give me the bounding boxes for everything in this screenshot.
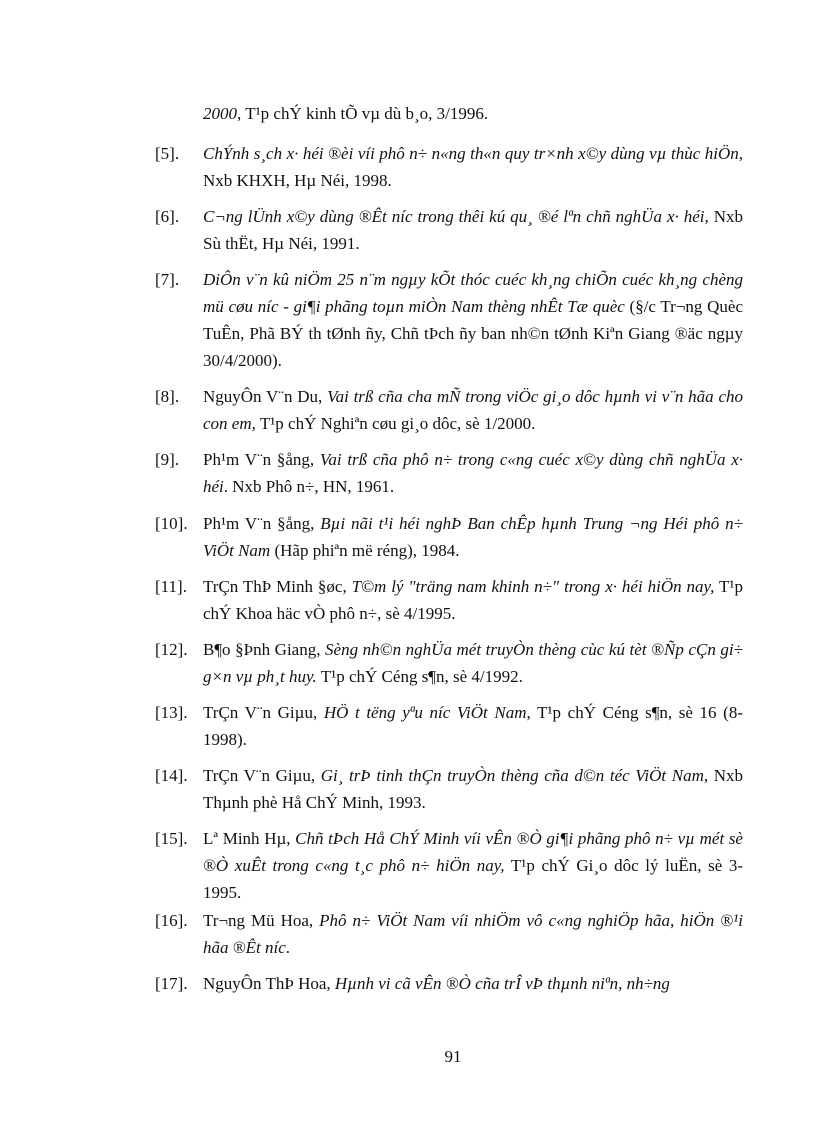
- reference-text: TrÇn V¨n Giµu, Gi¸ trÞ tinh thÇn truyÒn thèng cña d©n téc ViÖt Nam, Nxb Thµnh phè Hå ChÝ Minh, 1993.: [203, 766, 744, 812]
- reference-number: [13].: [155, 703, 188, 722]
- reference-text: Ph¹m V¨n §ång, Vai trß cña phô n÷ trong c«ng cuéc x©y dùng chñ nghÜa x· héi. Nxb Phô n÷, HN, 1961.: [203, 450, 744, 496]
- reference-number: [9].: [155, 450, 180, 469]
- reference-number: [16].: [155, 911, 188, 930]
- reference-number: [5].: [155, 144, 180, 163]
- reference-text: NguyÔn V¨n Du, Vai trß cña cha mÑ trong viÖc gi¸o dôc hµnh vi v¨n hãa cho con em, T¹p chÝ Nghiªn cøu gi¸o dôc, sè 1/2000.: [203, 387, 744, 433]
- reference-text: ChÝnh s¸ch x· héi ®èi víi phô n÷ n«ng th«n quy tr×nh x©y dùng vµ thùc hiÖn, Nxb KHXH, Hµ Néi, 1998.: [203, 144, 743, 190]
- reference-text: DiÔn v¨n kû niÖm 25 n¨m ngµy kÕt thóc cuéc kh¸ng chiÕn cuéc kh¸ng chèng mü cøu níc - gi¶i phãng toµn miÒn Nam thèng nhÊt Tæ quèc (§/c Tr¬ng Quèc TuÊn, Phã BÝ th tØnh ñy, Chñ tÞch ñy ban nh©n tØnh Kiªn Giang ®äc ngµy 30/4/2000).: [203, 270, 743, 370]
- reference-number: [15].: [155, 829, 188, 848]
- reference-number: [11].: [155, 577, 187, 596]
- reference-text: TrÇn ThÞ Minh §øc, T©m lý "träng nam khinh n÷" trong x· héi hiÖn nay, T¹p chÝ Khoa häc vÒ phô n÷, sè 4/1995.: [203, 577, 743, 623]
- reference-number: [17].: [155, 974, 188, 993]
- reference-text: Tr¬ng Mü Hoa, Phô n÷ ViÖt Nam víi nhiÖm vô c«ng nghiÖp hãa, hiÖn ®¹i hãa ®Êt níc.: [203, 911, 743, 957]
- reference-number: [7].: [155, 270, 180, 289]
- reference-text: TrÇn V¨n Giµu, HÖ t tëng yªu níc ViÖt Nam, T¹p chÝ Céng s¶n, sè 16 (8-1998).: [203, 703, 743, 749]
- reference-text: C¬ng lÜnh x©y dùng ®Êt níc trong thêi kú qu¸ ®é lªn chñ nghÜa x· héi, Nxb Sù thËt, Hµ Néi, 1991.: [203, 207, 743, 253]
- reference-text: Ph¹m V¨n §ång, Bµi nãi t¹i héi nghÞ Ban chÊp hµnh Trung ¬ng Héi phô n÷ ViÖt Nam (Hãp phiªn më réng), 1984.: [203, 514, 743, 560]
- reference-text: Lª Minh Hµ, Chñ tÞch Hå ChÝ Minh víi vÊn ®Ò gi¶i phãng phô n÷ vµ mét sè ®Ò xuÊt trong c«ng t¸c phô n÷ hiÖn nay, T¹p chÝ Gi¸o dôc lý luËn, sè 3-1995.: [203, 829, 744, 902]
- reference-text: B¶o §Þnh Giang, Sèng nh©n nghÜa mét truyÒn thèng cùc kú tèt ®Ñp cÇn gi÷ g×n vµ ph¸t huy. T¹p chÝ Céng s¶n, sè 4/1992.: [203, 640, 743, 686]
- reference-number: [12].: [155, 640, 188, 659]
- reference-number: [14].: [155, 766, 188, 785]
- reference-number: [8].: [155, 387, 180, 406]
- continuation-italic: 2000: [203, 104, 237, 123]
- reference-continuation: [203, 100, 743, 127]
- reference-text: NguyÔn ThÞ Hoa, Hµnh vi cã vÊn ®Ò cña trÎ vÞ thµnh niªn, nh÷ng: [203, 974, 670, 993]
- page-number: 91: [444, 1047, 462, 1066]
- reference-number: [6].: [155, 207, 180, 226]
- continuation-rest: , T¹p chÝ kinh tÕ vµ dù b¸o, 3/1996.: [237, 104, 489, 123]
- reference-number: [10].: [155, 514, 188, 533]
